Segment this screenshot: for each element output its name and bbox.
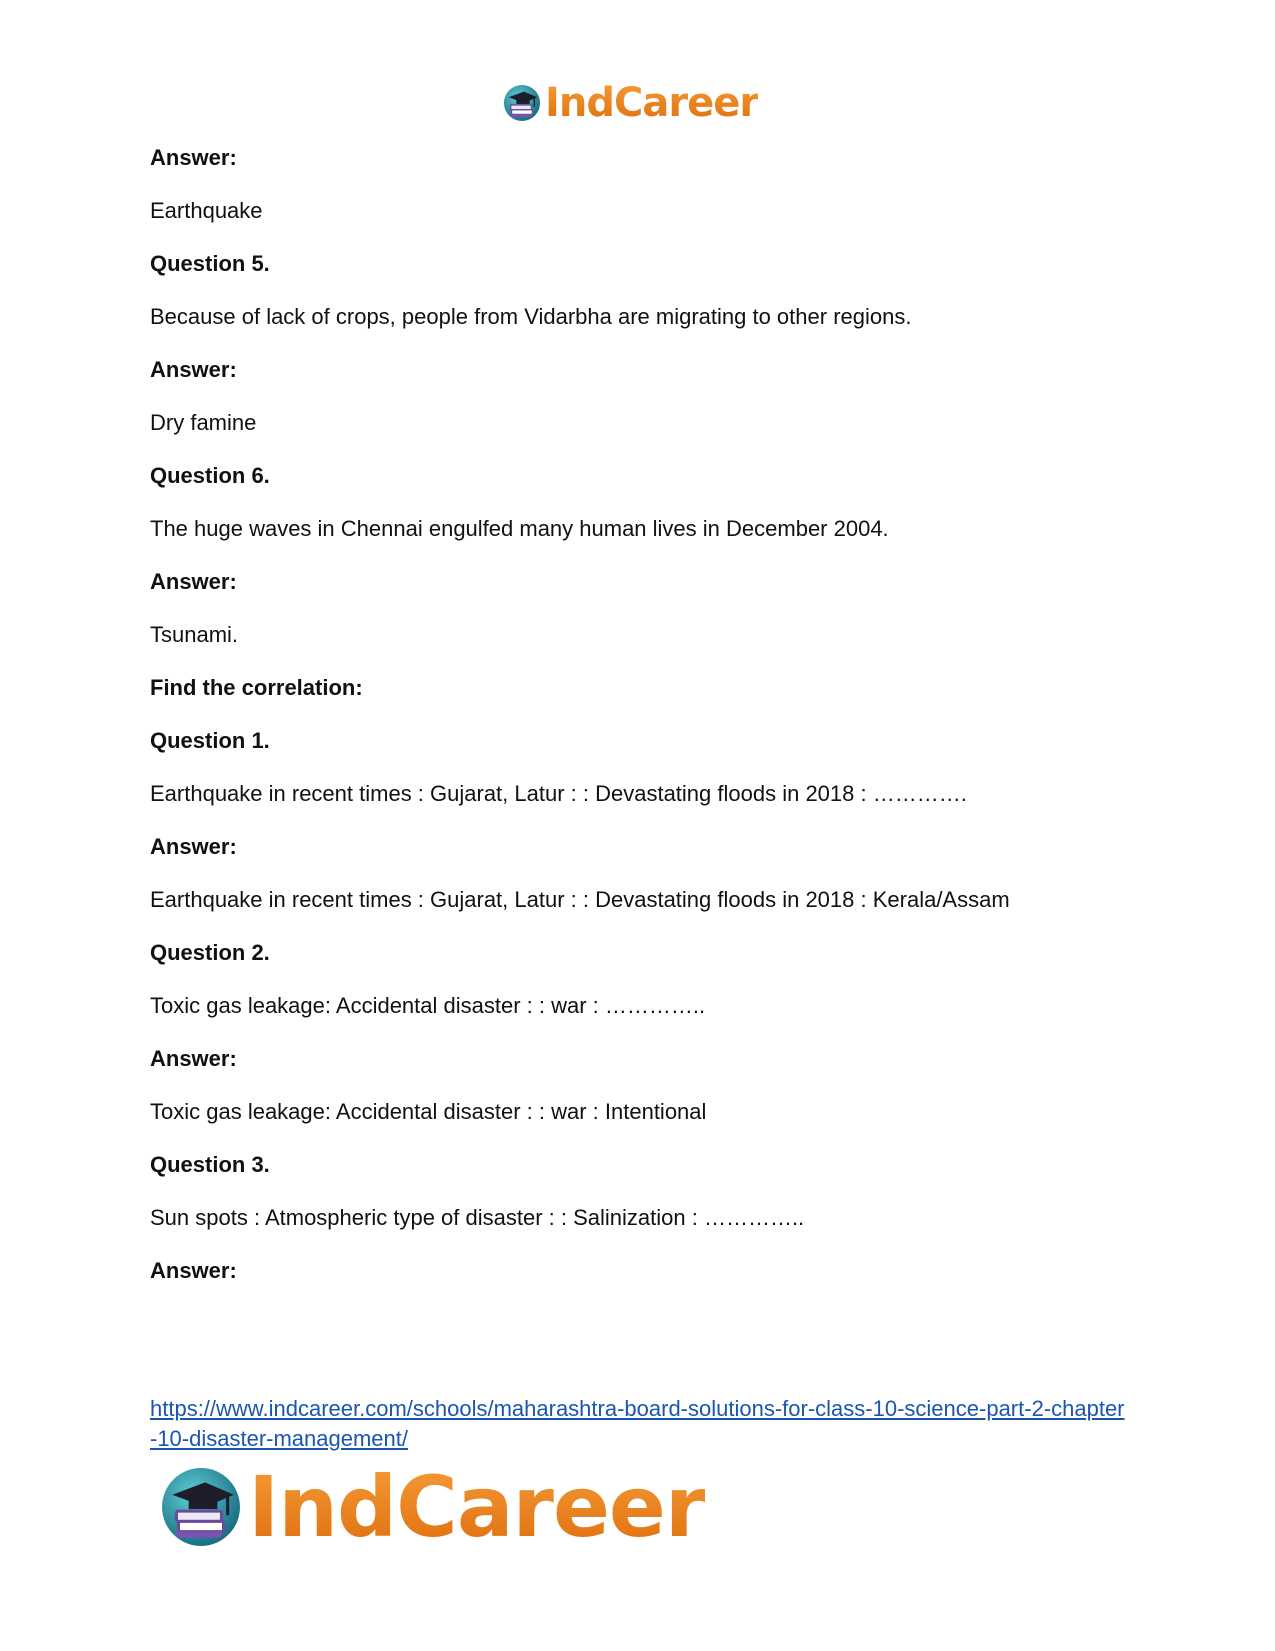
answer-label: Answer: — [150, 834, 237, 859]
question-heading: Question 6. — [150, 463, 270, 488]
header-logo — [503, 80, 758, 126]
logo-wordmark: IndCareer — [545, 80, 759, 126]
answer-text: Earthquake — [150, 198, 263, 223]
source-link[interactable]: https://www.indcareer.com/schools/maharashtra-board-solutions-for-class-10-science-part-2-chapter-10-disaster-management/ — [150, 1396, 1125, 1451]
answer-text: Earthquake in recent times : Gujarat, Latur : : Devastating floods in 2018 : Kerala/Assam — [150, 887, 1010, 912]
question-heading: Question 1. — [150, 728, 270, 753]
question-heading: Question 2. — [150, 940, 270, 965]
question-text: The huge waves in Chennai engulfed many human lives in December 2004. — [150, 516, 889, 541]
answer-label: Answer: — [150, 569, 237, 594]
question-text: Toxic gas leakage: Accidental disaster : : war : ………….. — [150, 993, 706, 1018]
answer-text: Dry famine — [150, 410, 257, 435]
section-heading: Find the correlation: — [150, 675, 363, 700]
answer-label: Answer: — [150, 145, 237, 170]
question-heading: Question 3. — [150, 1152, 270, 1177]
question-text: Because of lack of crops, people from Vidarbha are migrating to other regions. — [150, 304, 912, 329]
footer-logo — [160, 1458, 706, 1556]
question-text: Earthquake in recent times : Gujarat, Latur : : Devastating floods in 2018 : …………. — [150, 781, 967, 806]
graduation-cap-books-icon — [503, 84, 541, 122]
graduation-cap-books-icon — [160, 1466, 242, 1548]
answer-text: Tsunami. — [150, 622, 239, 647]
answer-text: Toxic gas leakage: Accidental disaster : : war : Intentional — [150, 1099, 707, 1124]
question-text: Sun spots : Atmospheric type of disaster : : Salinization : ………….. — [150, 1205, 805, 1230]
question-heading: Question 5. — [150, 251, 270, 276]
logo-wordmark: IndCareer — [248, 1458, 706, 1556]
answer-label: Answer: — [150, 1258, 237, 1283]
answer-label: Answer: — [150, 357, 237, 382]
answer-label: Answer: — [150, 1046, 237, 1071]
